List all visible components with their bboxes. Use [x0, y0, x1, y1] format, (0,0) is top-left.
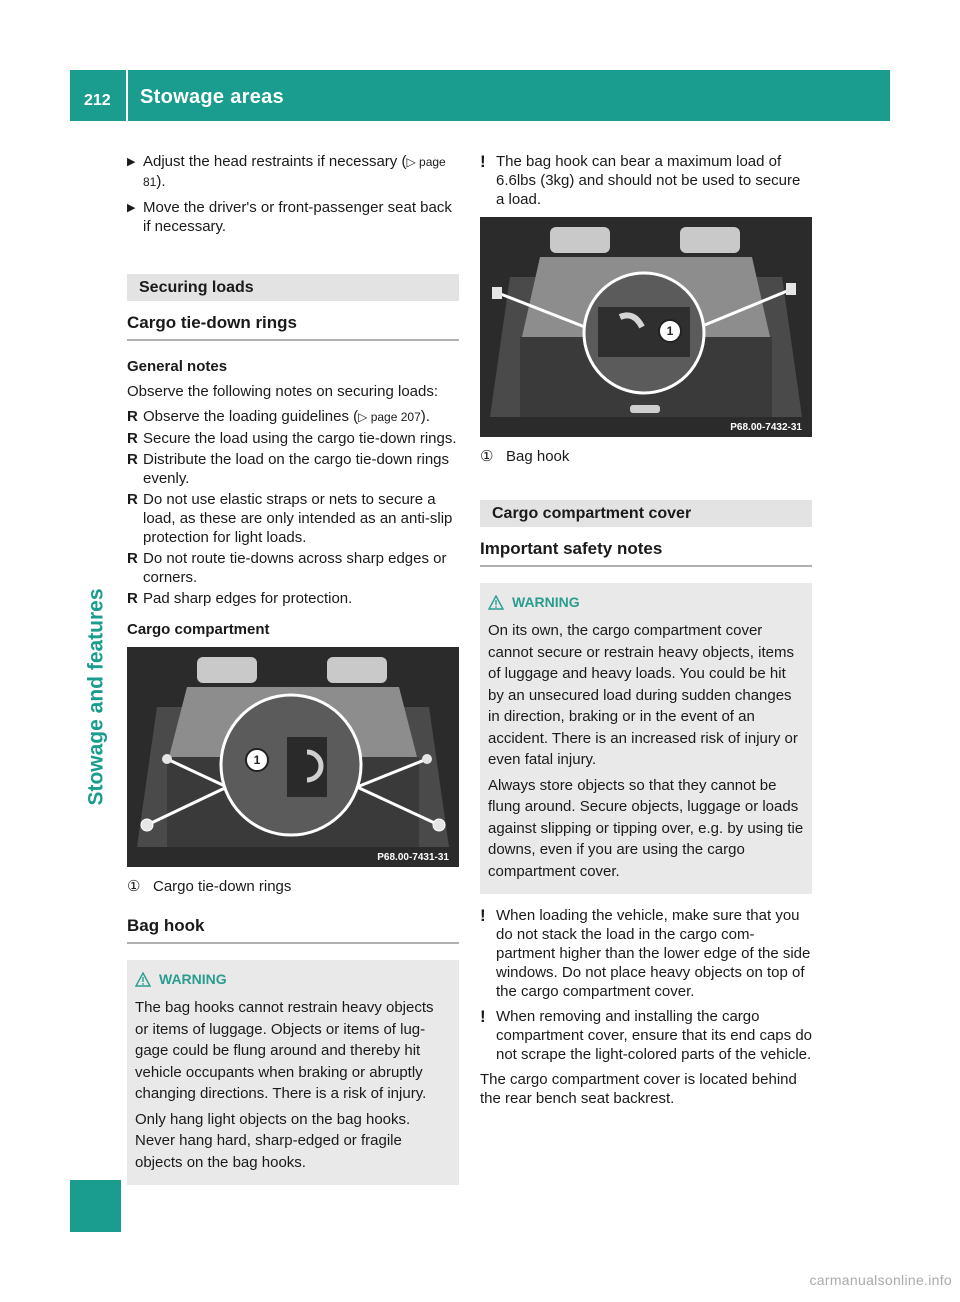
note-item: ! When loading the vehicle, make sure that you do not stack the load in the cargo com-partment higher than the lower edge of the side windows. Do not place heavy objects on top of the cargo compartment cover. [480, 906, 811, 1000]
right-column [480, 152, 812, 1114]
heading-bag-hook: Bag hook [127, 916, 459, 944]
exclamation-icon: ! [480, 906, 486, 925]
left-column [127, 152, 459, 1197]
photo-caption: ① Bag hook [480, 448, 570, 465]
side-tab-marker [70, 1180, 121, 1232]
list-item: R Secure the load using the cargo tie-down rings. [127, 430, 457, 447]
section-bar-securing-loads: Securing loads [127, 274, 459, 301]
photo-caption: ① Cargo tie-down rings [127, 878, 292, 895]
header-divider [126, 70, 128, 121]
warning-box: WARNING The bag hooks cannot restrain heavy objects or items of luggage. Objects or items of lug-gage could be flung around and thereby hit vehicle occupants when braking or abruptly changing directions. There is a risk of injury. Only hang light objects on the bag hooks. Never hang hard, sharp-edged or fragile objects on the bag hooks. [127, 960, 459, 1185]
closing-paragraph: The cargo compartment cover is located behind the rear bench seat backrest. [480, 1071, 797, 1107]
bullet-icon: R [127, 550, 138, 567]
svg-text:1: 1 [666, 324, 674, 338]
list-item: R Distribute the load on the cargo tie-down rings evenly. [127, 451, 450, 487]
bullet-icon: R [127, 408, 138, 425]
warning-box: WARNING On its own, the cargo compartment cover cannot secure or restrain heavy objects, items of luggage and heavy loads. You could be hit by an unsecured load during sudden changes in direction, braking or in the event of an accident. There is an increased risk of injury or even fatal injury. Always store objects so that they cannot be flung around. Secure objects, luggage or loads against slipping or tipping over, e.g. by using tie downs, even if you are using the cargo compartment cover. [480, 583, 812, 894]
arrow-right-icon: ▶ [127, 156, 136, 168]
cargo-tie-down-rings-photo [127, 647, 459, 867]
general-notes-intro: Observe the following notes on securing loads: [127, 383, 439, 400]
callout-number: ① [480, 448, 494, 465]
bullet-icon: R [127, 451, 138, 468]
exclamation-icon: ! [480, 1007, 486, 1026]
warning-triangle-icon [135, 972, 151, 987]
warning-triangle-icon [488, 595, 504, 610]
heading-cargo-compartment: Cargo compartment [127, 621, 270, 638]
list-item: R Do not use elastic straps or nets to secure a load, as these are only intended as an anti-slip protection for light loads. [127, 491, 453, 546]
bullet-icon: R [127, 430, 138, 447]
callout-number: ① [127, 878, 141, 895]
bag-hook-photo [480, 217, 812, 437]
page-reference-link[interactable]: ▷ page 207 [358, 410, 421, 424]
svg-text:P68.00-7431-31: P68.00-7431-31 [377, 852, 449, 863]
exclamation-icon: ! [480, 152, 486, 171]
note-item: ! When removing and installing the cargo compartment cover, ensure that its end caps do not scrape the light-colored parts of the vehicle. [480, 1007, 813, 1063]
note-item: ! The bag hook can bear a maximum load of 6.6lbs (3kg) and should not be used to secure a load. [480, 152, 801, 208]
list-item: R Observe the loading guidelines (▷ page 207). [127, 408, 430, 425]
heading-important-safety-notes: Important safety notes [480, 539, 812, 567]
page-number: 212 [84, 92, 111, 109]
list-item: R Pad sharp edges for protection. [127, 590, 353, 607]
step-item: ▶ Adjust the head restraints if necessary (▷ page 81). [127, 153, 446, 190]
heading-general-notes: General notes [127, 358, 228, 375]
heading-cargo-tie-down-rings: Cargo tie-down rings [127, 313, 459, 341]
arrow-right-icon: ▶ [127, 202, 136, 214]
side-tab-label: Stowage and features [84, 588, 108, 806]
section-bar-cargo-compartment-cover: Cargo compartment cover [480, 500, 812, 527]
list-item: R Do not route tie-downs across sharp edges or corners. [127, 550, 447, 586]
page-reference-link[interactable]: ▷ page 81 [143, 155, 446, 189]
bullet-icon: R [127, 590, 138, 607]
svg-text:P68.00-7432-31: P68.00-7432-31 [730, 422, 802, 433]
page-title: Stowage areas [140, 86, 284, 108]
bullet-icon: R [127, 491, 138, 508]
step-item: ▶ Move the driver's or front-passenger seat back if necessary. [127, 199, 452, 235]
svg-text:1: 1 [253, 753, 261, 767]
watermark-logo: carmanualsonline.info [809, 1272, 952, 1288]
